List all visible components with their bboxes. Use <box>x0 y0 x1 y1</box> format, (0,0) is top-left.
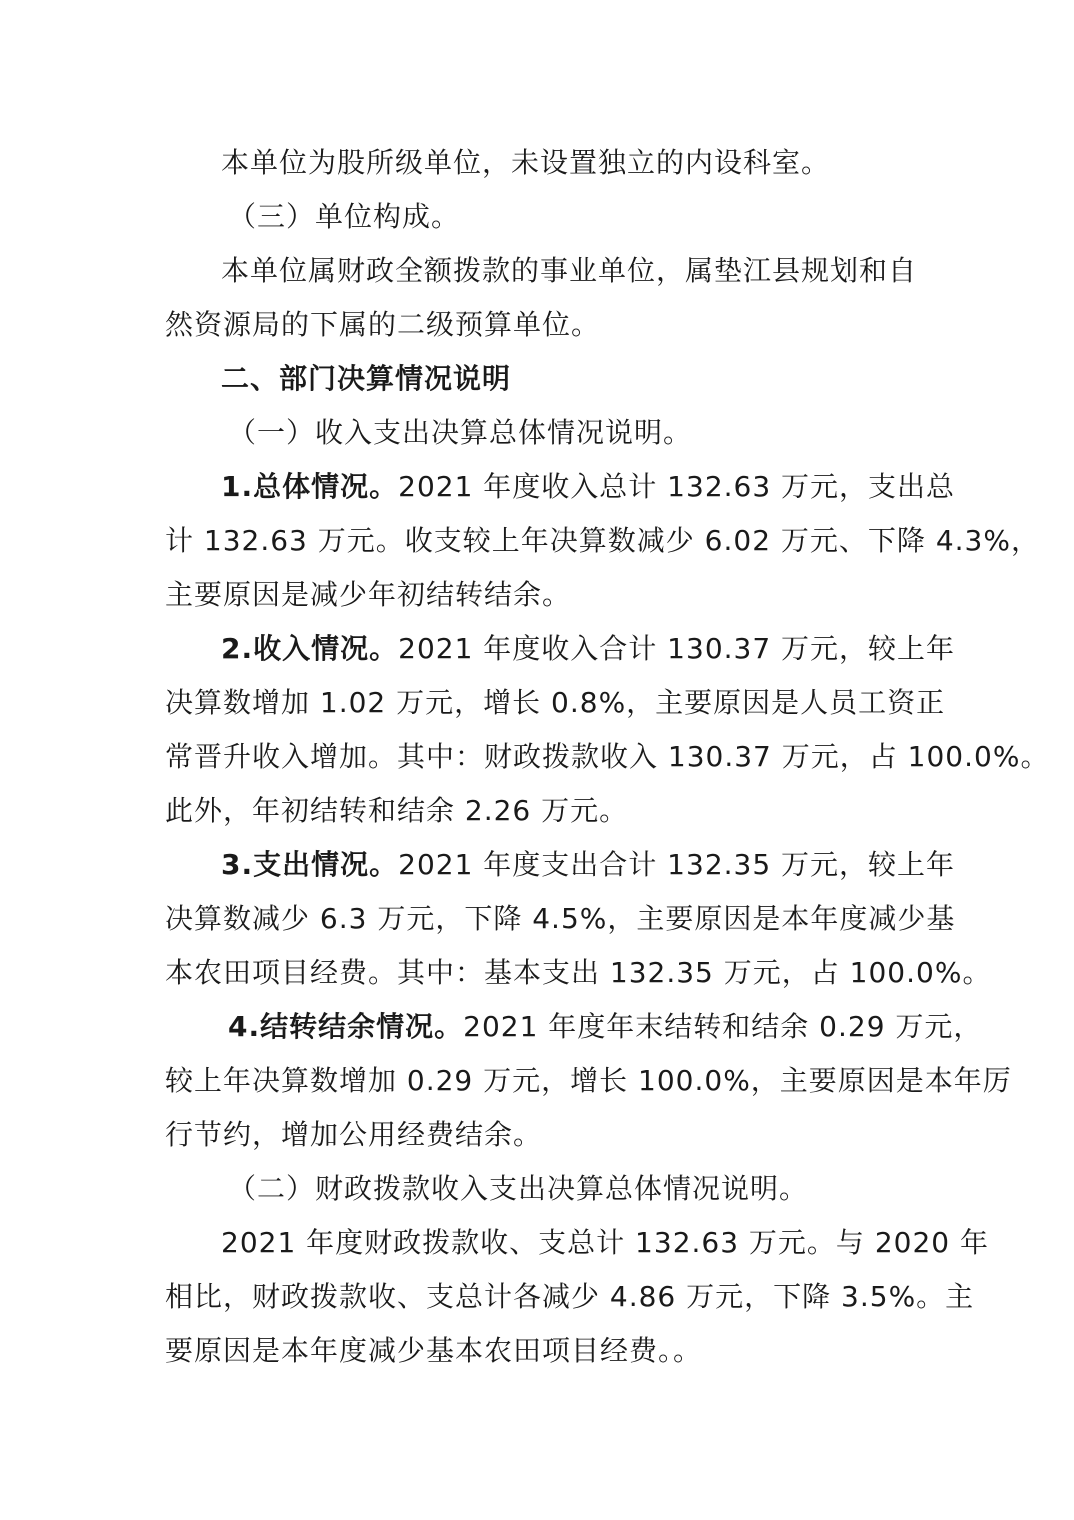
section-heading-fiscal-appropriation: （二）财政拨款收入支出决算总体情况说明。 <box>228 1172 809 1205</box>
paragraph-overall-text: 2021 年度收入总计 132.63 万元，支出总 <box>398 470 956 503</box>
paragraph-expense-line-1 <box>221 845 955 885</box>
paragraph-overall-line-3: 主要原因是减少年初结转结余。 <box>165 578 572 611</box>
paragraph-fiscal-line-1: 2021 年度财政拨款收、支总计 132.63 万元。与 2020 年 <box>221 1226 989 1259</box>
paragraph-income-lead: 2.收入情况。 <box>221 632 399 665</box>
paragraph-overall-line-2: 计 132.63 万元。收支较上年决算数减少 6.02 万元、下降 4.3%， <box>165 524 1040 557</box>
paragraph-fiscal-line-2: 相比，财政拨款收、支总计各减少 4.86 万元，下降 3.5%。主 <box>165 1280 975 1313</box>
paragraph-balance-text: 2021 年度年末结转和结余 0.29 万元， <box>463 1010 983 1043</box>
paragraph-unit-composition-line-2: 然资源局的下属的二级预算单位。 <box>165 308 601 341</box>
paragraph-overall-lead: 1.总体情况。 <box>221 470 399 503</box>
paragraph-income-line-2: 决算数增加 1.02 万元，增长 0.8%，主要原因是人员工资正 <box>165 686 946 719</box>
paragraph-expense-line-2: 决算数减少 6.3 万元，下降 4.5%，主要原因是本年度减少基 <box>165 902 956 935</box>
paragraph-balance-line-1 <box>228 1007 982 1047</box>
paragraph-balance-line-3: 行节约，增加公用经费结余。 <box>165 1118 543 1151</box>
section-heading-income-expense-overall: （一）收入支出决算总体情况说明。 <box>228 416 693 449</box>
chapter-heading-final-accounts: 二、部门决算情况说明 <box>221 362 512 395</box>
paragraph-fiscal-line-3: 要原因是本年度减少基本农田项目经费。。 <box>165 1334 703 1367</box>
paragraph-internal-structure: 本单位为股所级单位，未设置独立的内设科室。 <box>221 146 831 179</box>
paragraph-balance-line-2: 较上年决算数增加 0.29 万元，增长 100.0%，主要原因是本年厉 <box>165 1064 1012 1097</box>
paragraph-income-text: 2021 年度收入合计 130.37 万元，较上年 <box>398 632 956 665</box>
paragraph-income-line-1 <box>221 629 955 669</box>
paragraph-income-line-3: 常晋升收入增加。其中：财政拨款收入 130.37 万元，占 100.0%。 <box>165 740 1050 773</box>
paragraph-expense-line-3: 本农田项目经费。其中：基本支出 132.35 万元，占 100.0%。 <box>165 956 992 989</box>
paragraph-expense-text: 2021 年度支出合计 132.35 万元，较上年 <box>398 848 956 881</box>
paragraph-overall-line-1 <box>221 467 955 507</box>
paragraph-expense-lead: 3.支出情况。 <box>221 848 399 881</box>
paragraph-unit-composition-line-1: 本单位属财政全额拨款的事业单位，属垫江县规划和自 <box>221 254 918 287</box>
paragraph-income-line-4: 此外，年初结转和结余 2.26 万元。 <box>165 794 629 827</box>
paragraph-balance-lead: 4.结转结余情况。 <box>228 1010 464 1043</box>
section-heading-unit-composition: （三）单位构成。 <box>228 200 461 233</box>
